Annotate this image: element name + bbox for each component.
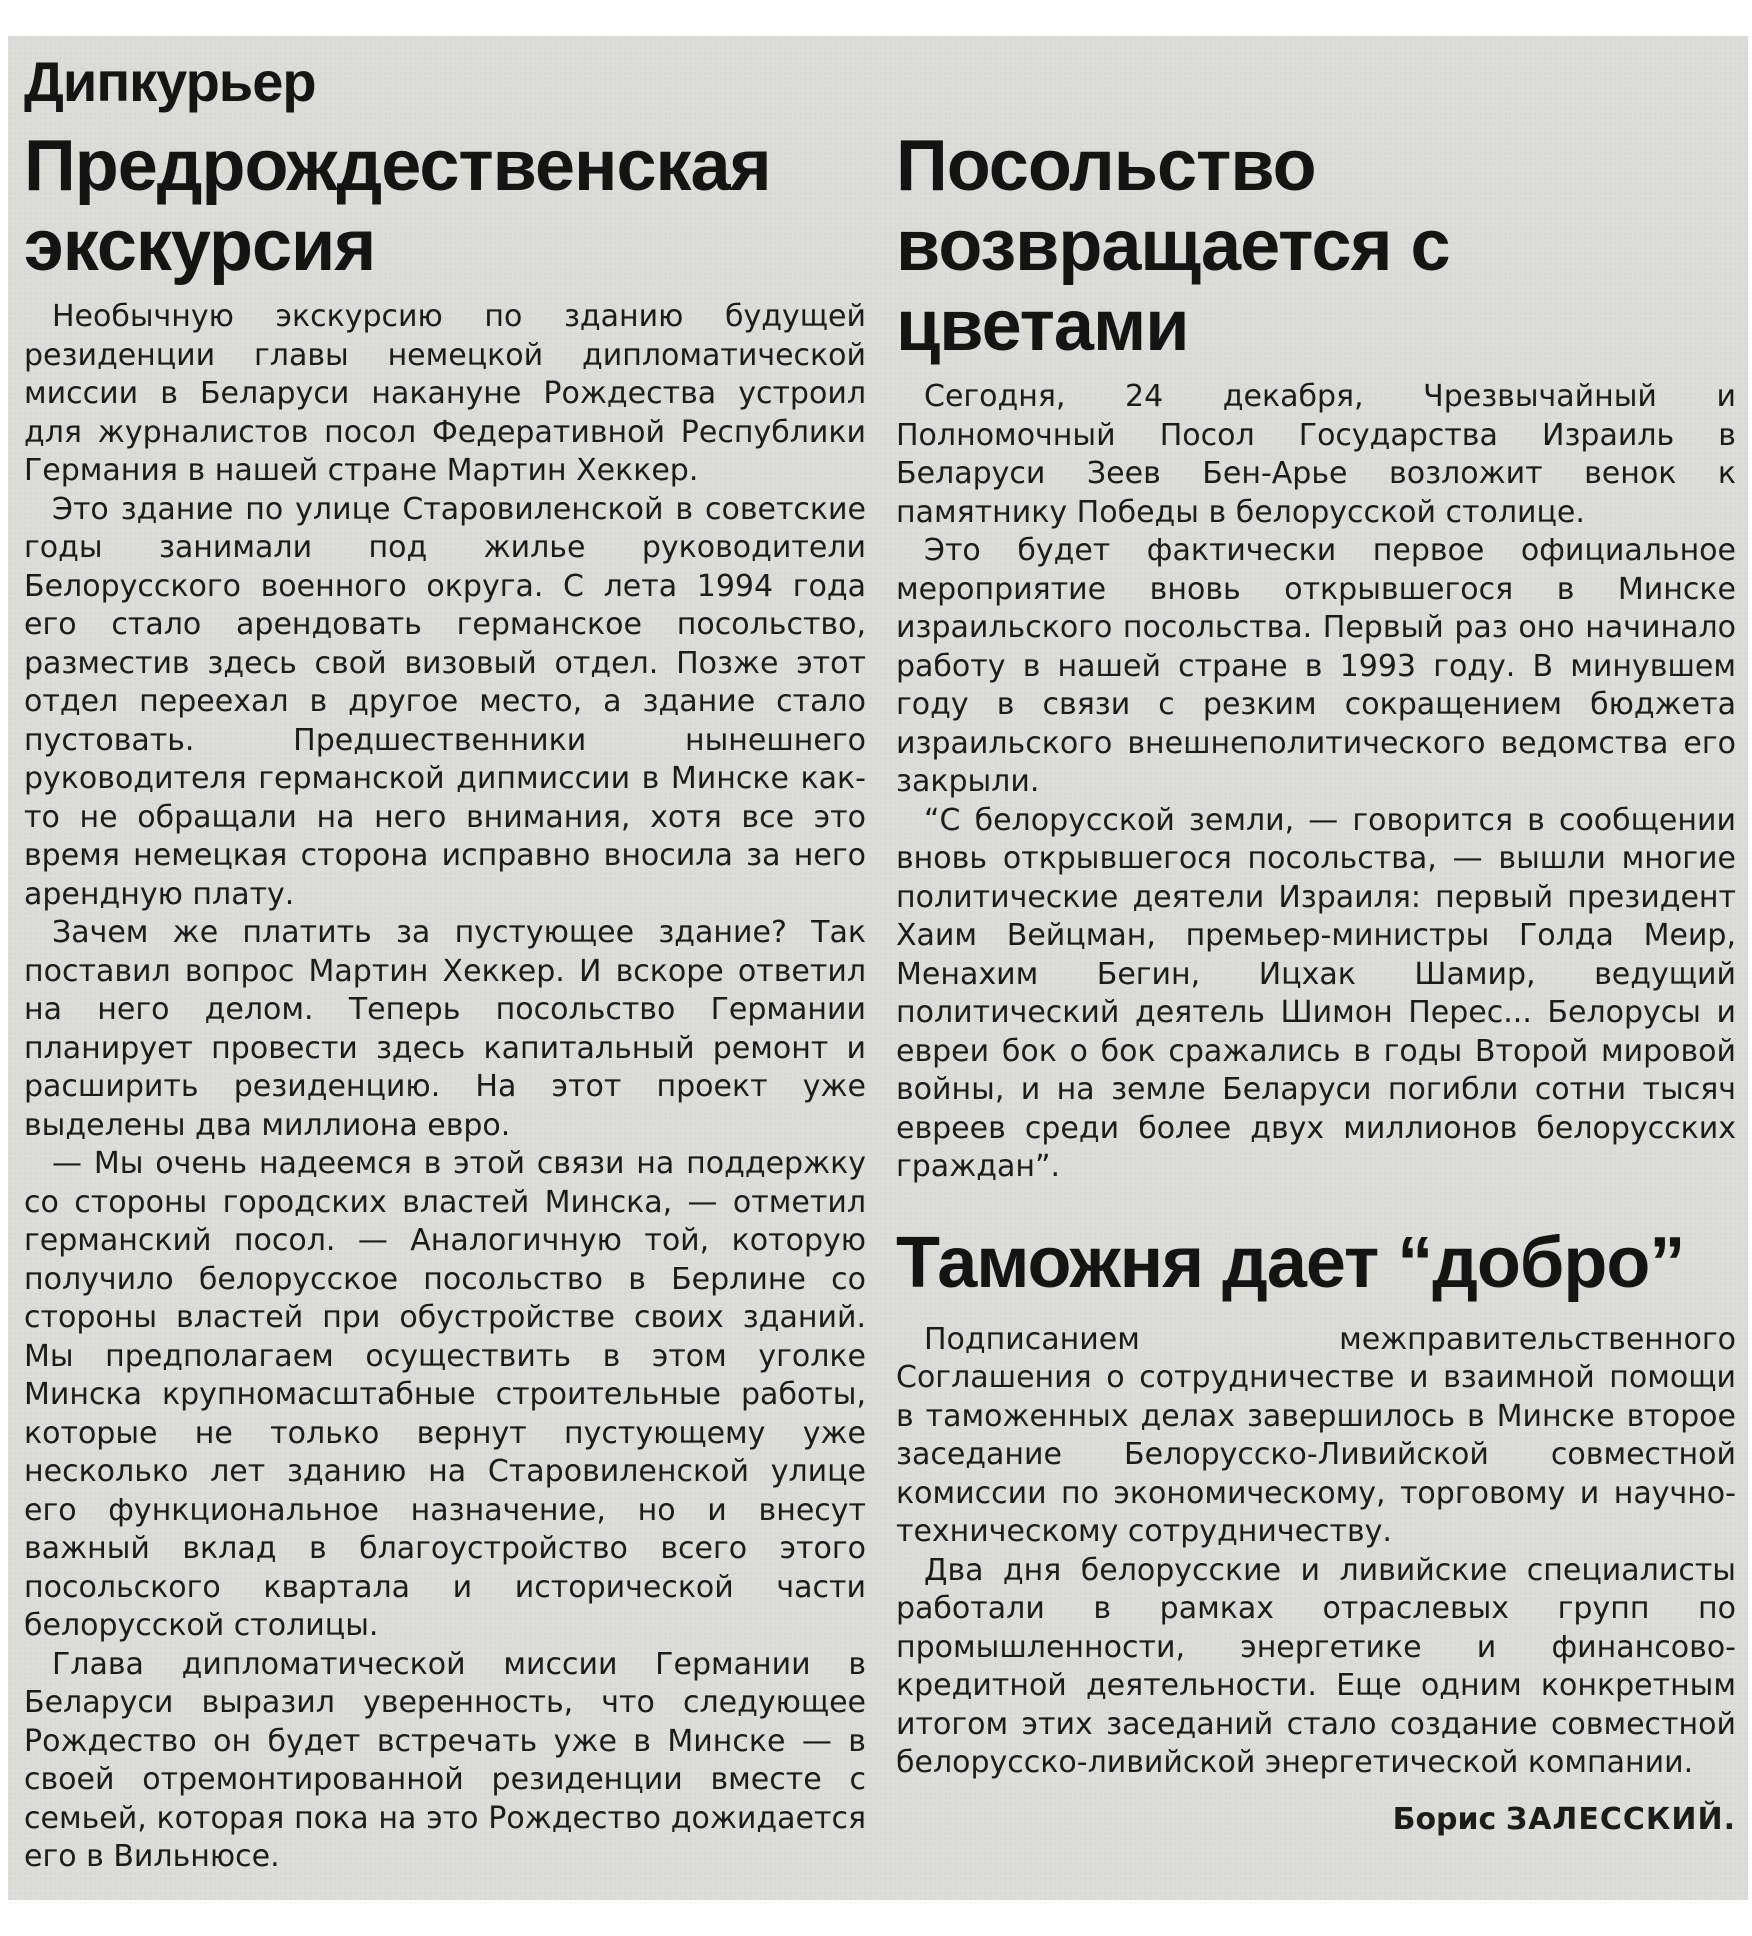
article-2-headline: Посольство возвращается с цветами (896, 126, 1450, 366)
right-column (896, 126, 1736, 1839)
author-first-name: Борис (1392, 1801, 1497, 1837)
article-1-paragraph: Глава дипломатической миссии Германии в Беларуси выразил уверенность, что следующее Рождество он будет встречать уже в Минске — в своей отремонтированной резиденции вместе с семьей, которая пока на это Рождество дожидается его в Вильнюсе. (24, 1646, 866, 1874)
newspaper-clipping (8, 36, 1748, 1900)
author-byline (896, 1801, 1736, 1839)
left-column (24, 126, 866, 1877)
article-2-paragraph: Это будет фактически первое официальное мероприятие вновь открывшегося в Минске израильского посольства. Первый раз оно начинало работу в нашей стране в 1993 году. В минувшем году в связи с резким сокращением бюджета израильского внешнеполитического ведомства его закрыли. (896, 533, 1736, 799)
article-3-headline: Таможня дает “добро” (896, 1222, 1685, 1303)
article-1-paragraph: Необычную экскурсию по зданию будущей резиденции главы немецкой дипломатической миссии в Беларуси накануне Рождества устроил для журналистов посол Федеративной Республики Германия в нашей стране Мартин Хеккер. (24, 299, 866, 488)
article-3-body (896, 1321, 1736, 1783)
article-2-paragraph: “С белорусской земли, — говорится в сообщении вновь открывшегося посольства, — вышли многие политические деятели Израиля: первый президент Хаим Вейцман, премьер-министры Голда Меир, Менахим Бегин, Ицхак Шамир, ведущий политический деятель Шимон Перес... Белорусы и евреи бок о бок сражались в годы Второй мировой войны, и на земле Беларуси погибли сотни тысяч евреев среди более двух миллионов белорусских граждан”. (896, 802, 1736, 1184)
article-1-body (24, 298, 866, 1877)
article-1-headline: Предрождественская экскурсия (24, 126, 771, 286)
article-3-paragraph: Два дня белорусские и ливийские специалисты работали в рамках отраслевых групп по промышленности, энергетике и финансово-кредитной деятельности. Еще одним конкретным итогом этих заседаний стало создание совместной белорусско-ливийской энергетической компании. (896, 1552, 1736, 1780)
author-last-name: ЗАЛЕССКИЙ. (1505, 1801, 1736, 1837)
article-1-paragraph: Это здание по улице Старовиленской в советские годы занимали под жилье руководители Белорусского военного округа. С лета 1994 года его стало арендовать германское посольство, разместив здесь свой визовый отдел. Позже этот отдел переехал в другое место, а здание стало пустовать. Предшественники нынешнего руководителя германской дипмиссии в Минске как-то не обращали на него внимания, хотя все это время немецкая сторона исправно вносила за него арендную плату. (24, 491, 866, 912)
article-3-paragraph: Подписанием межправительственного Соглашения о сотрудничестве и взаимной помощи в таможенных делах завершилось в Минске второе заседание Белорусско-Ливийской совместной комиссии по экономическому, торговому и научно-техническому сотрудничеству. (896, 1321, 1736, 1549)
section-rubric: Дипкурьер (24, 50, 316, 113)
article-2-body (896, 378, 1736, 1187)
article-1-paragraph: — Мы очень надеемся в этой связи на поддержку со стороны городских властей Минска, — отметил германский посол. — Аналогичную той, которую получило белорусское посольство в Берлине со стороны властей при обустройстве своих зданий. Мы предполагаем осуществить в этом уголке Минска крупномасштабные строительные работы, которые не только вернут пустующему уже несколько лет зданию на Старовиленской улице его функциональное назначение, но и внесут важный вклад в благоустройство всего этого посольского квартала и исторической части белорусской столицы. (24, 1146, 866, 1643)
article-1-paragraph: Зачем же платить за пустующее здание? Так поставил вопрос Мартин Хеккер. И вскоре ответил на него делом. Теперь посольство Германии планирует провести здесь капитальный ремонт и расширить резиденцию. На этот проект уже выделены два миллиона евро. (24, 915, 866, 1143)
article-2-paragraph: Сегодня, 24 декабря, Чрезвычайный и Полномочный Посол Государства Израиль в Беларуси Зеев Бен-Арье возложит венок к памятнику Победы в белорусской столице. (896, 379, 1736, 530)
